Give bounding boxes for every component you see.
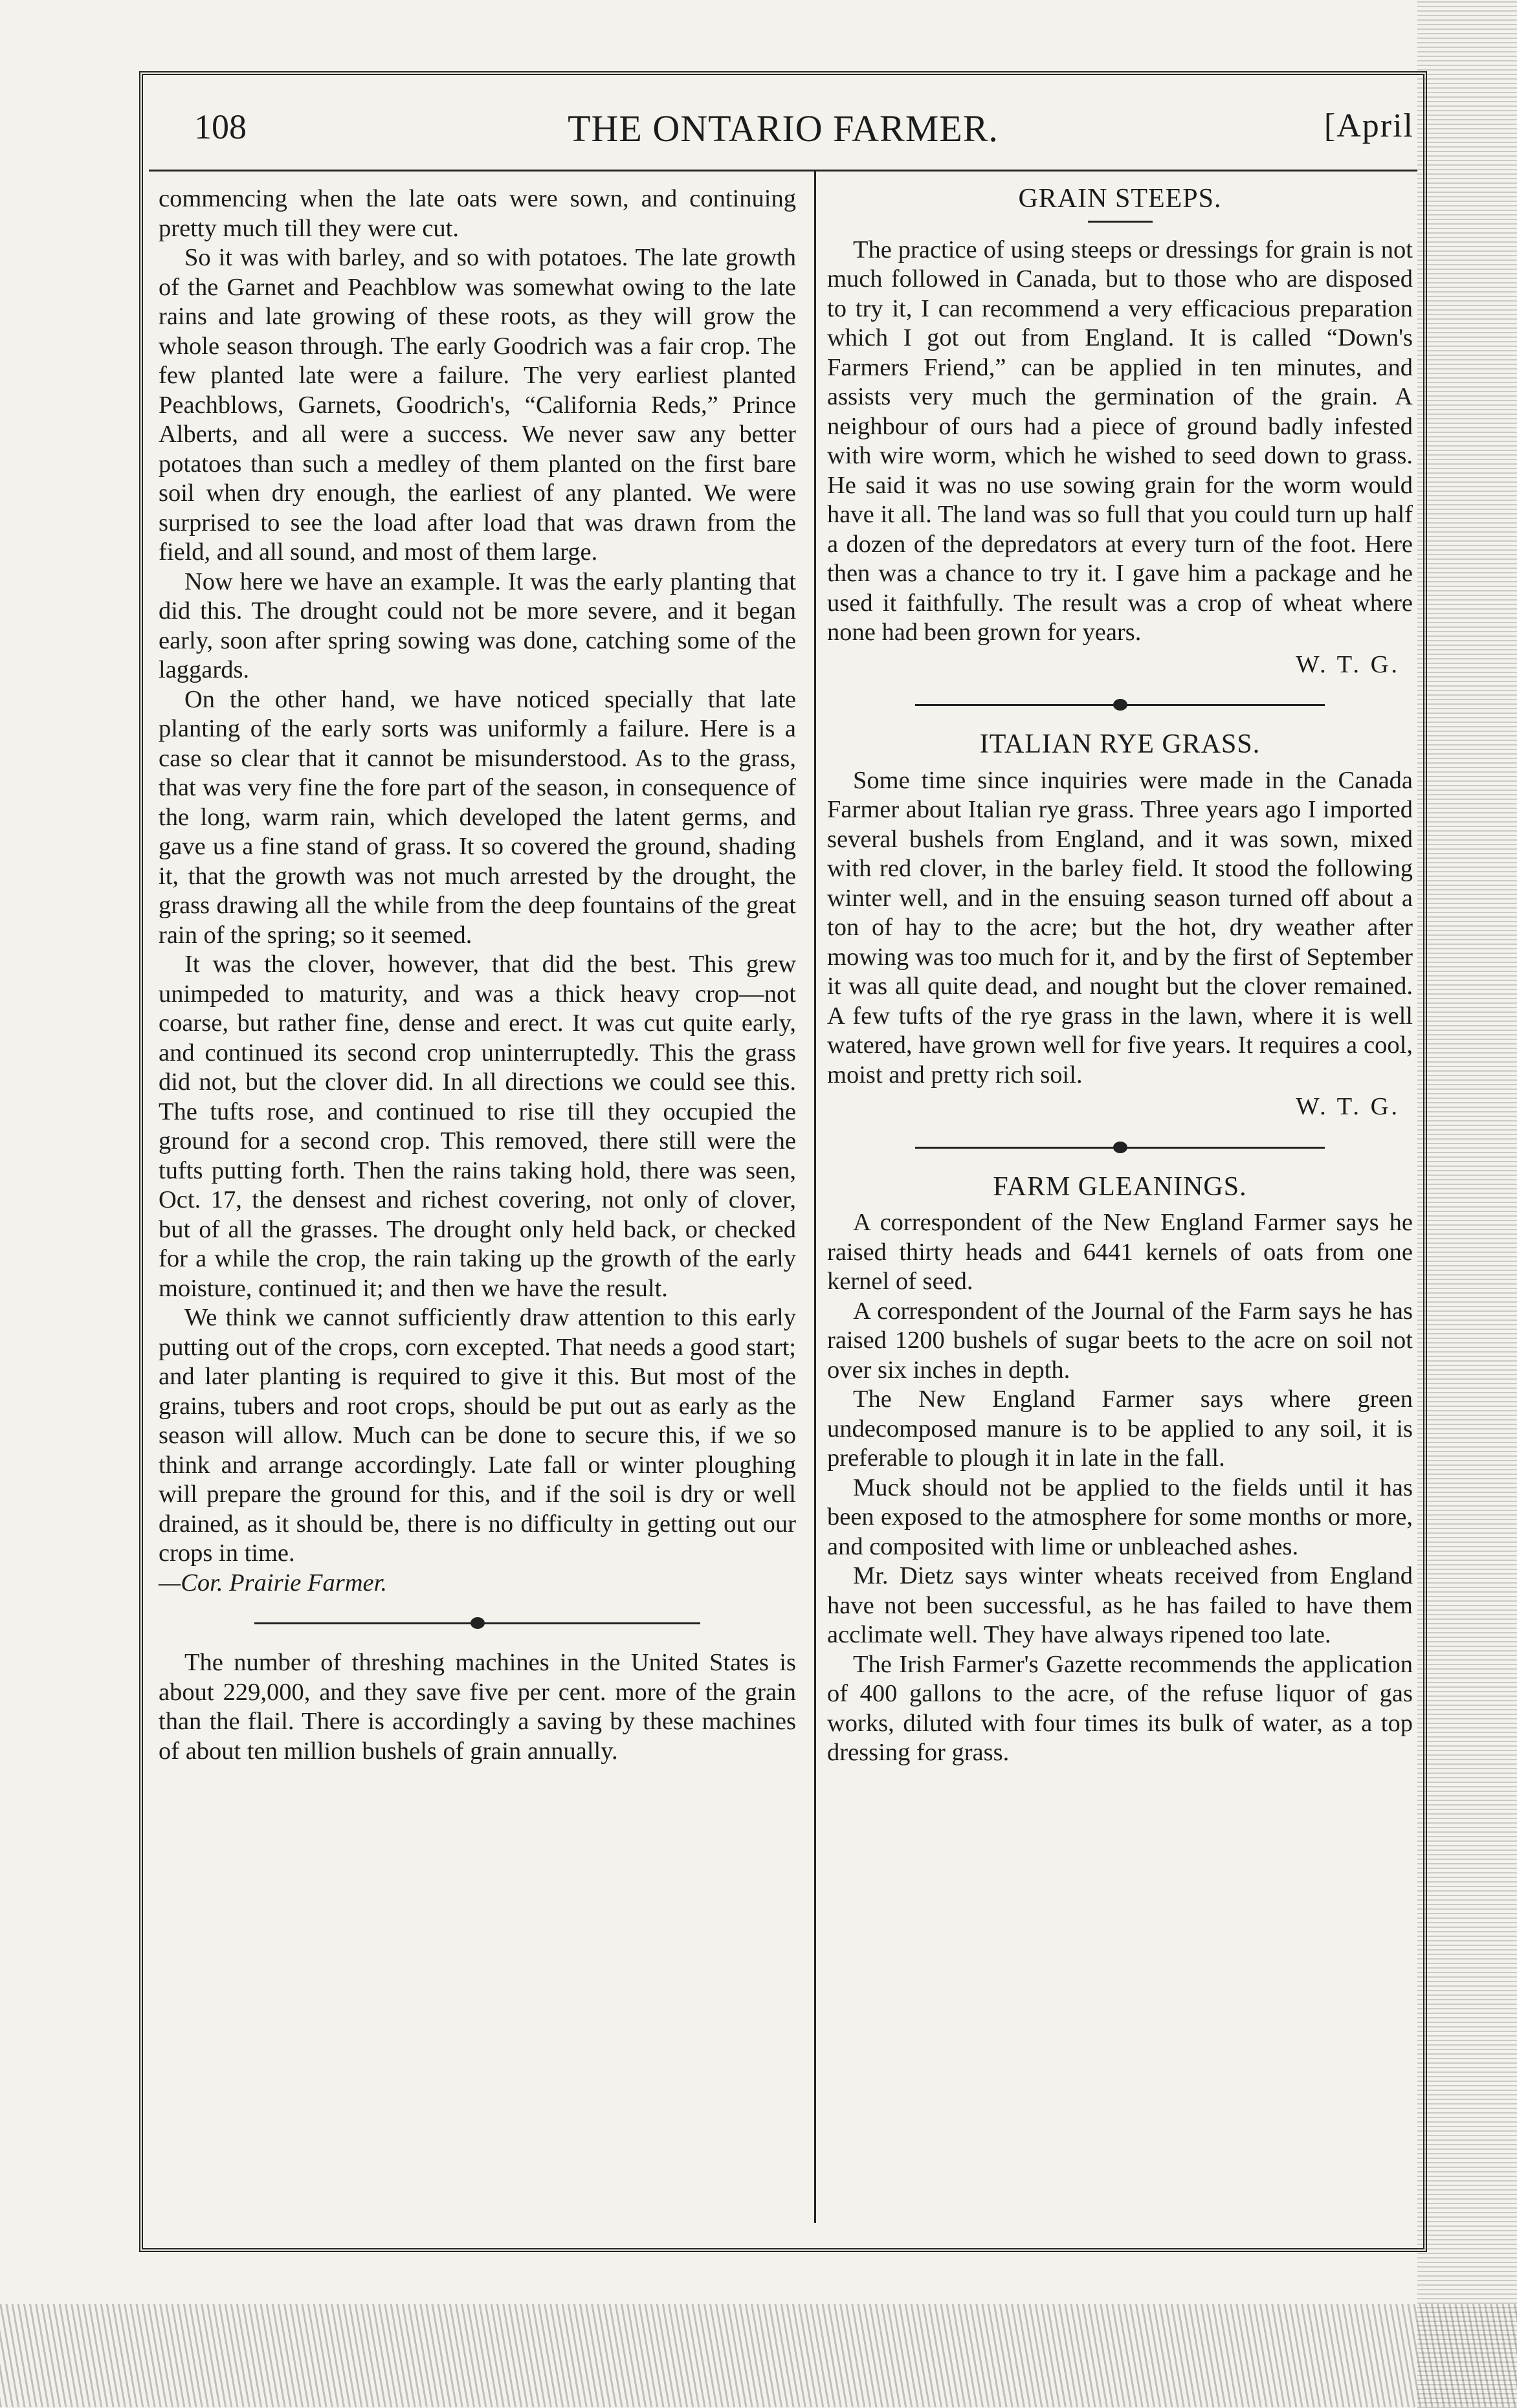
paragraph: On the other hand, we have noticed specially that late planting of the early sorts was uniformly a failure. Here is a case so clear that it cannot be misunderstood. As to the grass, that was very fine the fore part of the season, in consequence of the long, warm rain, which developed the latent germs, and gave us a fine stand of grass. It so covered the ground, shading it, that the growth was not much arrested by the drought, the grass drawing all the while from the deep fountains of the great rain of the spring; so it seemed. bbox=[159, 685, 796, 949]
heading-rule bbox=[1088, 221, 1153, 223]
paragraph: commencing when the late oats were sown, and continuing pretty much till they were cut. bbox=[159, 185, 796, 242]
gleaning-item: Mr. Dietz says winter wheats received from England have not been successful, as he has failed to have them acclimate well. They have always ripened too late. bbox=[827, 1562, 1413, 1648]
issue-month: [April bbox=[1323, 107, 1414, 144]
page-header bbox=[139, 104, 1427, 155]
paragraph: The practice of using steeps or dressings for grain is not much followed in Canada, but to those who are disposed to try it, I can recommend a very efficacious preparation which I got out from England. It is called “Down's Farmers Friend,” can be applied in ten minutes, and assists very much the germination of the grain. A neighbour of ours had a piece of ground badly infested with wire worm, which he wished to seed down to grass. He said it was no use sowing grain for the worm would have it all. The land was so full that you could turn up half a dozen of the depredators at every turn of the foot. Here then was a chance to try it. I gave him a package and he used it faithfully. The result was a crop of wheat where none had been grown for years. bbox=[827, 236, 1413, 646]
paragraph: Some time since inquiries were made in the Canada Farmer about Italian rye grass. Three years ago I imported several bushels from England, and it was sown, mixed with red clover, in the barley field. It stood the following winter well, and in the ensuing season turned off about a ton of hay to the acre; but the hot, dry weather after mowing was too much for it, and by the first of September it was all quite dead, and nought but the clover remained. A few tufts of the rye grass in the lawn, where it is well watered, have grown well for five years. It requires a cool, moist and pretty rich soil. bbox=[827, 766, 1413, 1088]
paragraph: Now here we have an example. It was the early planting that did this. The drought could not be more severe, and it began early, soon after spring sowing was done, catching some of the laggards. bbox=[159, 568, 796, 683]
section-heading: ITALIAN RYE GRASS. bbox=[979, 729, 1261, 759]
right-column bbox=[827, 184, 1413, 1768]
adjacent-page-edge bbox=[1417, 0, 1517, 2408]
signature: W. T. G. bbox=[1296, 650, 1400, 678]
gleaning-item: A correspondent of the Journal of the Farm says he has raised 1200 bushels of sugar beets to the acre on soil not over six inches in depth. bbox=[827, 1297, 1413, 1384]
scan-artifact bbox=[0, 2304, 1517, 2407]
signature: W. T. G. bbox=[1296, 1093, 1400, 1120]
publication-title: THE ONTARIO FARMER. bbox=[568, 107, 999, 149]
section-heading: FARM GLEANINGS. bbox=[993, 1171, 1247, 1202]
gleaning-item: Muck should not be applied to the fields until it has been exposed to the atmosphere for some months or more, and composited with lime or unbleached ashes. bbox=[827, 1474, 1413, 1560]
paragraph: It was the clover, however, that did the best. This grew unimpeded to maturity, and was a thick heavy crop—not coarse, but rather fine, dense and erect. It was cut quite early, and continued its second crop uninterruptedly. This the grass did not, but the clover did. In all directions we could see this. The tufts rose, and continued to rise till they occupied the ground for a second crop. This removed, there still were the tufts putting forth. Then the rains taking hold, there was seen, Oct. 17, the densest and richest covering, not only of clover, but of all the grasses. The drought only held back, or checked for a while the crop, the rain taking up the growth of the early moisture, continued it; and then we have the result. bbox=[159, 951, 796, 1302]
paragraph: The number of threshing machines in the United States is about 229,000, and they save five per cent. more of the grain than the flail. There is accordingly a saving by these machines of about ten million bushels of grain annually. bbox=[159, 1649, 796, 1765]
gleaning-item: The Irish Farmer's Gazette recommends the application of 400 gallons to the acre, of the refuse liquor of gas works, diluted with four times its bulk of water, as a top dressing for grass. bbox=[827, 1650, 1413, 1766]
paragraph: So it was with barley, and so with potatoes. The late growth of the Garnet and Peachblow was somewhat owing to the late rains and late growing of these roots, as they will grow the whole season through. The early Goodrich was a fair crop. The few planted late were a failure. The very earliest planted Peachblows, Garnets, Goodrich's, “California Reds,” Prince Alberts, and all were a success. We never saw any better potatoes than such a medley of them planted on the first bare soil when dry enough, the earliest of any planted. We were surprised to see the load after load that was drawn from the field, and all sound, and most of them large. bbox=[159, 244, 796, 566]
gleaning-item: A correspondent of the New England Farmer says he raised thirty heads and 6441 kernels of oats from one kernel of seed. bbox=[827, 1209, 1413, 1295]
paragraph: We think we cannot sufficiently draw attention to this early putting out of the crops, corn excepted. That needs a good start; and later planting is required to give it this. But most of the grains, tubers and root crops, should be put out as early as the season will allow. Much can be done to secure this, if we so think and arrange accordingly. Late fall or winter ploughing will prepare the ground for this, and if the soil is dry or well drained, as it should be, there is no difficulty in getting out our crops in time. bbox=[159, 1304, 796, 1567]
article-byline: —Cor. Prairie Farmer. bbox=[159, 1569, 387, 1596]
section-separator bbox=[159, 1613, 796, 1633]
section-separator bbox=[827, 1138, 1413, 1157]
section-separator bbox=[827, 695, 1413, 714]
page-number: 108 bbox=[194, 107, 247, 146]
left-column bbox=[159, 184, 796, 1766]
gleaning-item: The New England Farmer says where green undecomposed manure is to be applied to any soil, it is preferable to plough it in late in the fall. bbox=[827, 1386, 1413, 1472]
column-divider bbox=[814, 171, 816, 2223]
section-heading: GRAIN STEEPS. bbox=[1018, 184, 1222, 214]
header-rule bbox=[149, 170, 1417, 171]
